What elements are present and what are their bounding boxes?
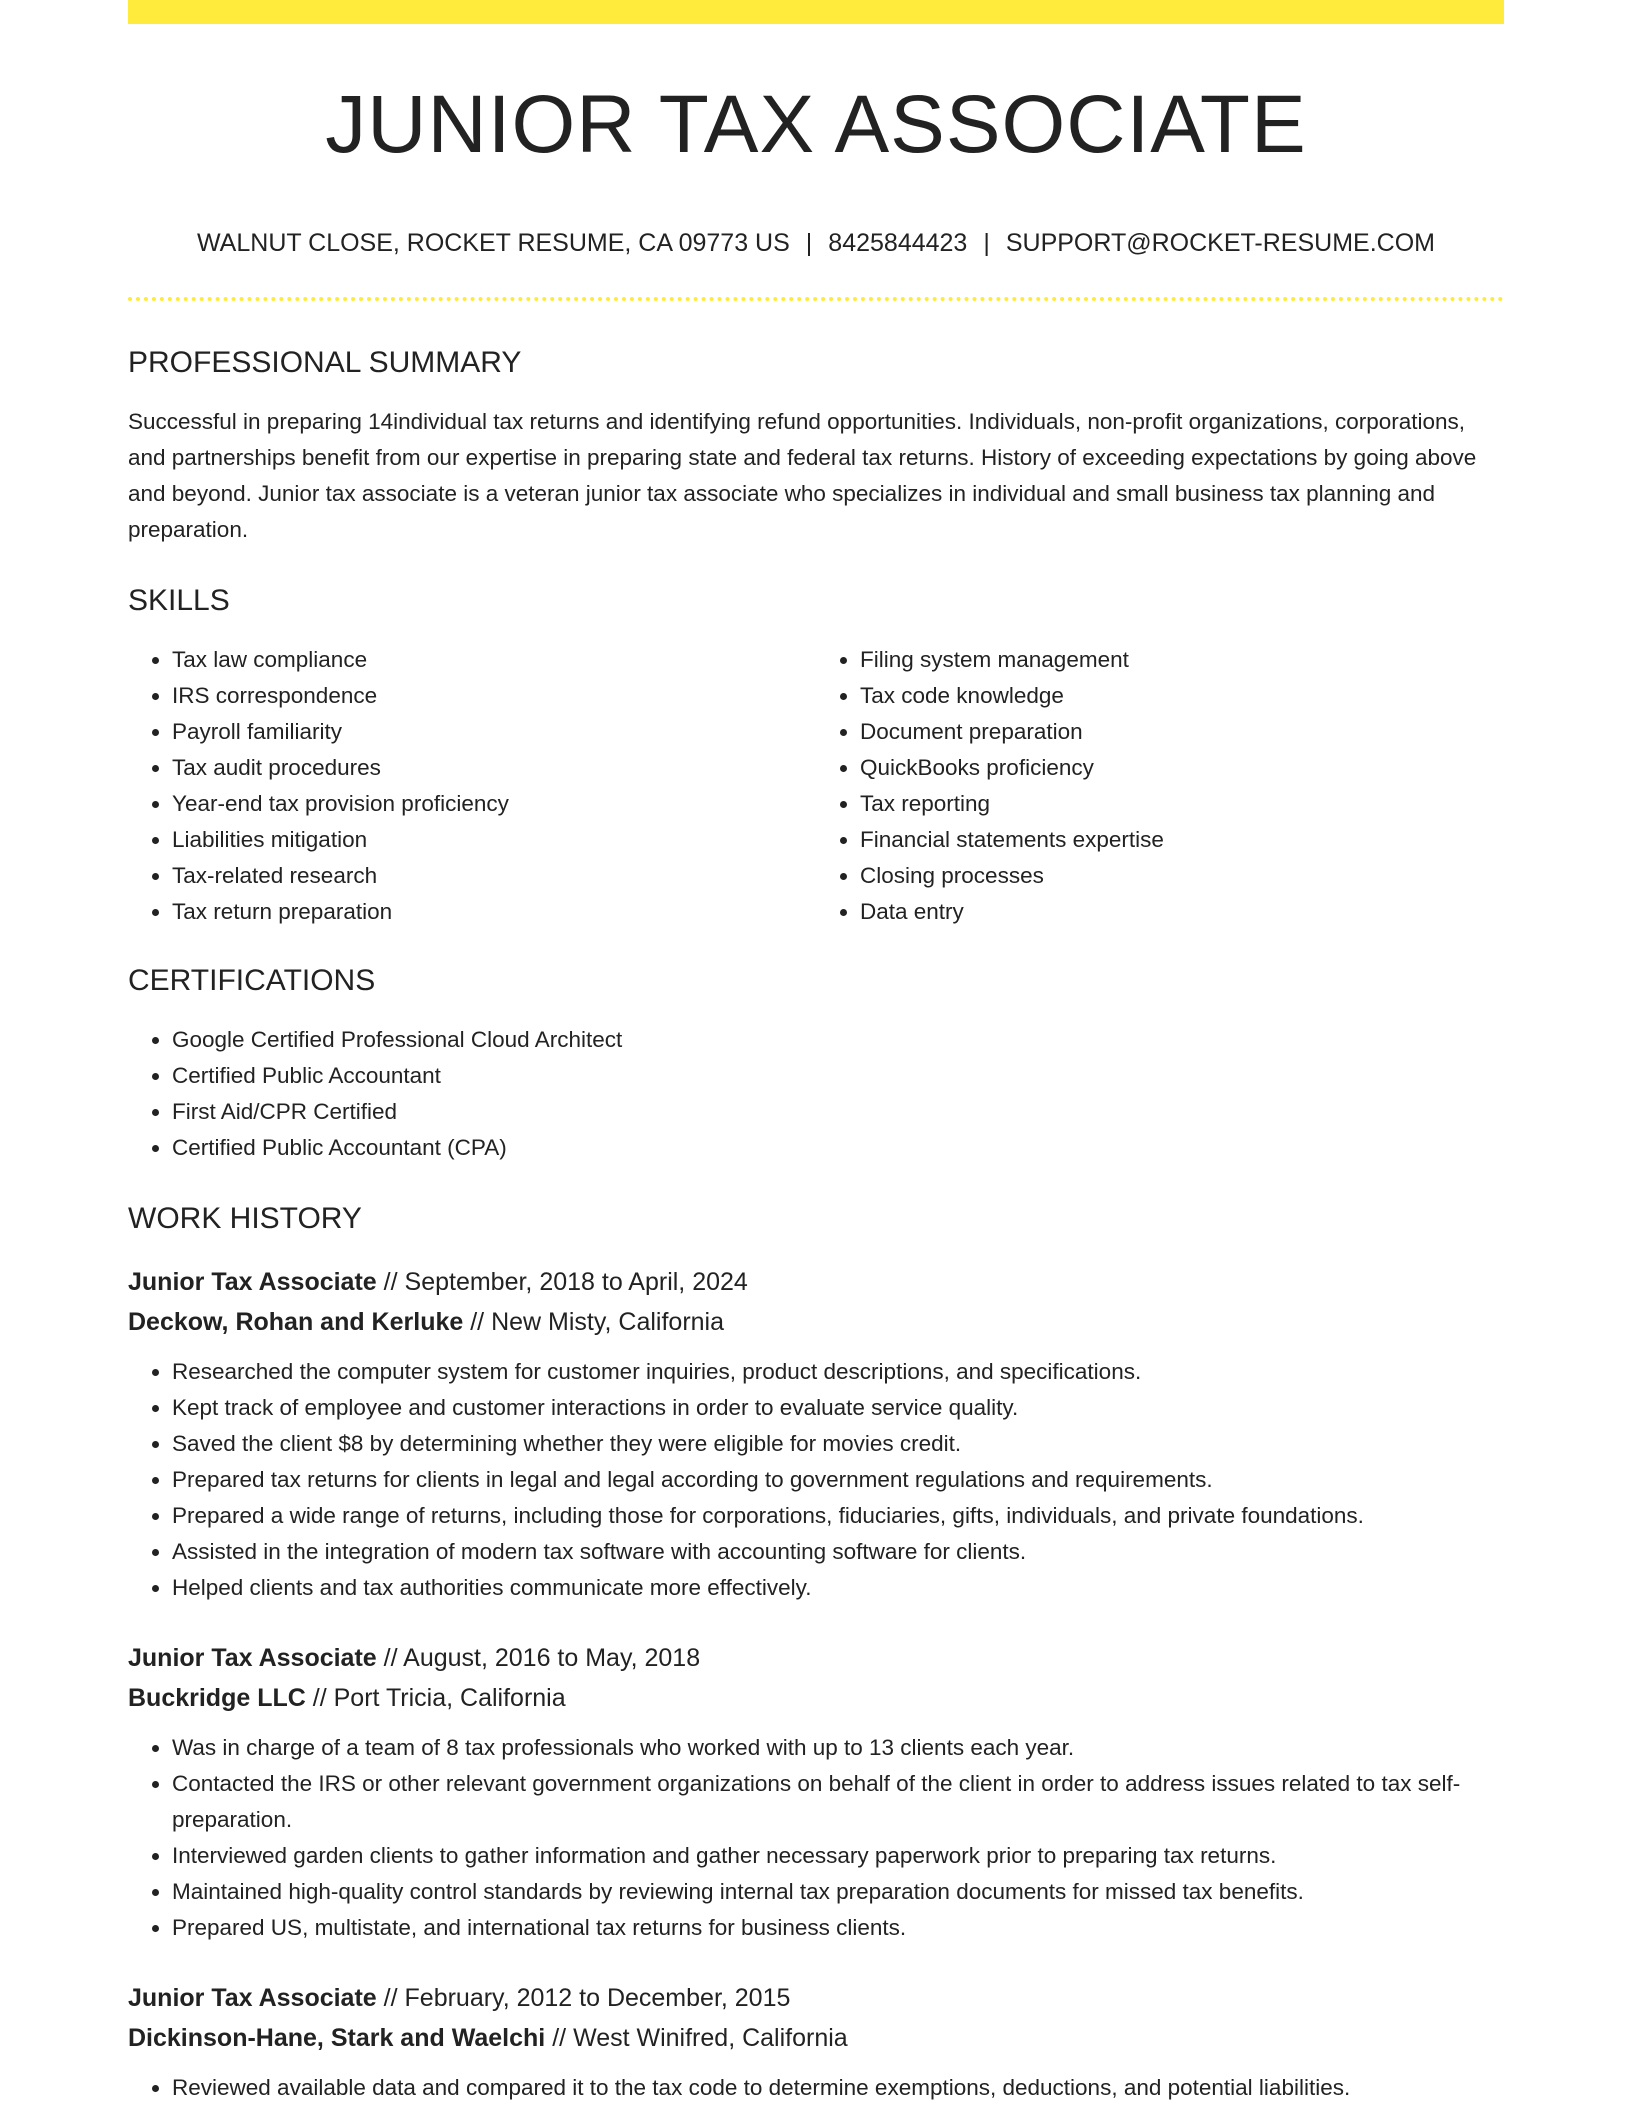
certification-item: • First Aid/CPR Certified bbox=[172, 1094, 1504, 1130]
job-bullet: • Contacted the IRS or other relevant government organizations on behalf of the client in order to address issues related to tax self-preparation. bbox=[172, 1766, 1504, 1838]
job-bullet: • Reviewed available data and compared it to the tax code to determine exemptions, deductions, and potential liabilities. bbox=[172, 2070, 1504, 2106]
certifications-list bbox=[128, 1022, 1504, 1166]
job-bullet: • Maintained high-quality control standards by reviewing internal tax preparation documents for missed tax benefits. bbox=[172, 1874, 1504, 1910]
job-bullets bbox=[128, 1354, 1504, 1606]
skill-item: • Payroll familiarity bbox=[172, 714, 816, 750]
job-title-line bbox=[128, 1978, 1504, 2018]
skill-item: • Tax reporting bbox=[860, 786, 1504, 822]
skill-item: • Filing system management bbox=[860, 642, 1504, 678]
job-bullet: • Prepared tax returns for clients in legal and legal according to government regulations and requirements. bbox=[172, 1462, 1504, 1498]
skills-heading: SKILLS bbox=[128, 584, 230, 617]
certification-item: • Google Certified Professional Cloud Architect bbox=[172, 1022, 1504, 1058]
job-bullet: • Helped clients and tax authorities communicate more effectively. bbox=[172, 1570, 1504, 1606]
job-separator: // bbox=[312, 1684, 327, 1712]
skills-list-left bbox=[128, 642, 816, 930]
job-company-line bbox=[128, 1678, 1504, 1718]
contact-line bbox=[128, 231, 1504, 256]
job-location: New Misty, California bbox=[491, 1308, 725, 1336]
job-dates: September, 2018 to April, 2024 bbox=[404, 1268, 748, 1296]
job-entry bbox=[128, 1262, 1504, 1606]
skill-item: • Year-end tax provision proficiency bbox=[172, 786, 816, 822]
skill-item: • IRS correspondence bbox=[172, 678, 816, 714]
job-dates: February, 2012 to December, 2015 bbox=[404, 1984, 791, 2012]
job-company: Dickinson-Hane, Stark and Waelchi bbox=[128, 2024, 546, 2052]
job-company-line bbox=[128, 1302, 1504, 1342]
job-bullets bbox=[128, 1730, 1504, 1946]
accent-bar bbox=[128, 0, 1504, 24]
skill-item: • Closing processes bbox=[860, 858, 1504, 894]
job-title: Junior Tax Associate bbox=[128, 1984, 377, 2012]
job-separator: // bbox=[383, 1268, 398, 1296]
work-history-heading: WORK HISTORY bbox=[128, 1202, 362, 1235]
resume-title: JUNIOR TAX ASSOCIATE bbox=[325, 79, 1307, 170]
job-location: Port Tricia, California bbox=[333, 1684, 566, 1712]
summary-text: Successful in preparing 14individual tax returns and identifying refund opportunities. Individuals, non-profit organizations, corporations, and partnerships benefit from our expertise in preparing state and federal tax returns. History of exceeding expectations by going above and beyond. Junior tax associate is a veteran junior tax associate who specializes in individual and small business tax planning and preparation. bbox=[128, 409, 1477, 542]
job-entry bbox=[128, 1638, 1504, 1946]
job-company: Deckow, Rohan and Kerluke bbox=[128, 1308, 464, 1336]
job-company: Buckridge LLC bbox=[128, 1684, 306, 1712]
skill-item: • Document preparation bbox=[860, 714, 1504, 750]
skill-item: • QuickBooks proficiency bbox=[860, 750, 1504, 786]
job-bullets bbox=[128, 2070, 1504, 2106]
job-bullet: • Was in charge of a team of 8 tax professionals who worked with up to 13 clients each year. bbox=[172, 1730, 1504, 1766]
skill-item: • Liabilities mitigation bbox=[172, 822, 816, 858]
skill-item: • Tax code knowledge bbox=[860, 678, 1504, 714]
skills-list-right bbox=[816, 642, 1504, 930]
contact-separator: | bbox=[805, 229, 813, 257]
summary-heading: PROFESSIONAL SUMMARY bbox=[128, 346, 522, 379]
certifications-heading: CERTIFICATIONS bbox=[128, 964, 376, 997]
job-bullet: • Prepared a wide range of returns, including those for corporations, fiduciaries, gifts, individuals, and private foundations. bbox=[172, 1498, 1504, 1534]
resume-page bbox=[128, 0, 1504, 2106]
job-title: Junior Tax Associate bbox=[128, 1268, 377, 1296]
job-entry bbox=[128, 1978, 1504, 2106]
skill-item: • Data entry bbox=[860, 894, 1504, 930]
contact-separator: | bbox=[983, 229, 990, 257]
job-bullet: • Assisted in the integration of modern tax software with accounting software for clients. bbox=[172, 1534, 1504, 1570]
dotted-divider bbox=[128, 297, 1504, 301]
job-dates: August, 2016 to May, 2018 bbox=[403, 1644, 701, 1672]
contact-address: WALNUT CLOSE, ROCKET RESUME, CA 09773 US bbox=[197, 229, 790, 257]
skill-item: • Tax audit procedures bbox=[172, 750, 816, 786]
certification-item: • Certified Public Accountant bbox=[172, 1058, 1504, 1094]
job-title-line bbox=[128, 1638, 1504, 1678]
job-bullet: • Interviewed garden clients to gather information and gather necessary paperwork prior to preparing tax returns. bbox=[172, 1838, 1504, 1874]
job-separator: // bbox=[470, 1308, 485, 1336]
skill-item: • Tax return preparation bbox=[172, 894, 816, 930]
job-location: West Winifred, California bbox=[573, 2024, 848, 2052]
skill-item: • Financial statements expertise bbox=[860, 822, 1504, 858]
skill-item: • Tax-related research bbox=[172, 858, 816, 894]
certification-item: • Certified Public Accountant (CPA) bbox=[172, 1130, 1504, 1166]
job-bullet: • Kept track of employee and customer interactions in order to evaluate service quality. bbox=[172, 1390, 1504, 1426]
job-separator: // bbox=[383, 1644, 398, 1672]
job-bullet: • Researched the computer system for customer inquiries, product descriptions, and specifications. bbox=[172, 1354, 1504, 1390]
job-company-line bbox=[128, 2018, 1504, 2058]
job-title: Junior Tax Associate bbox=[128, 1644, 377, 1672]
contact-phone: 8425844423 bbox=[828, 229, 968, 257]
skills-columns bbox=[128, 642, 1504, 930]
skill-item: • Tax law compliance bbox=[172, 642, 816, 678]
contact-email: SUPPORT@ROCKET-RESUME.COM bbox=[1005, 229, 1435, 257]
job-title-line bbox=[128, 1262, 1504, 1302]
job-bullet: • Prepared US, multistate, and international tax returns for business clients. bbox=[172, 1910, 1504, 1946]
job-separator: // bbox=[383, 1984, 398, 2012]
job-separator: // bbox=[552, 2024, 567, 2052]
job-bullet: • Saved the client $8 by determining whether they were eligible for movies credit. bbox=[172, 1426, 1504, 1462]
